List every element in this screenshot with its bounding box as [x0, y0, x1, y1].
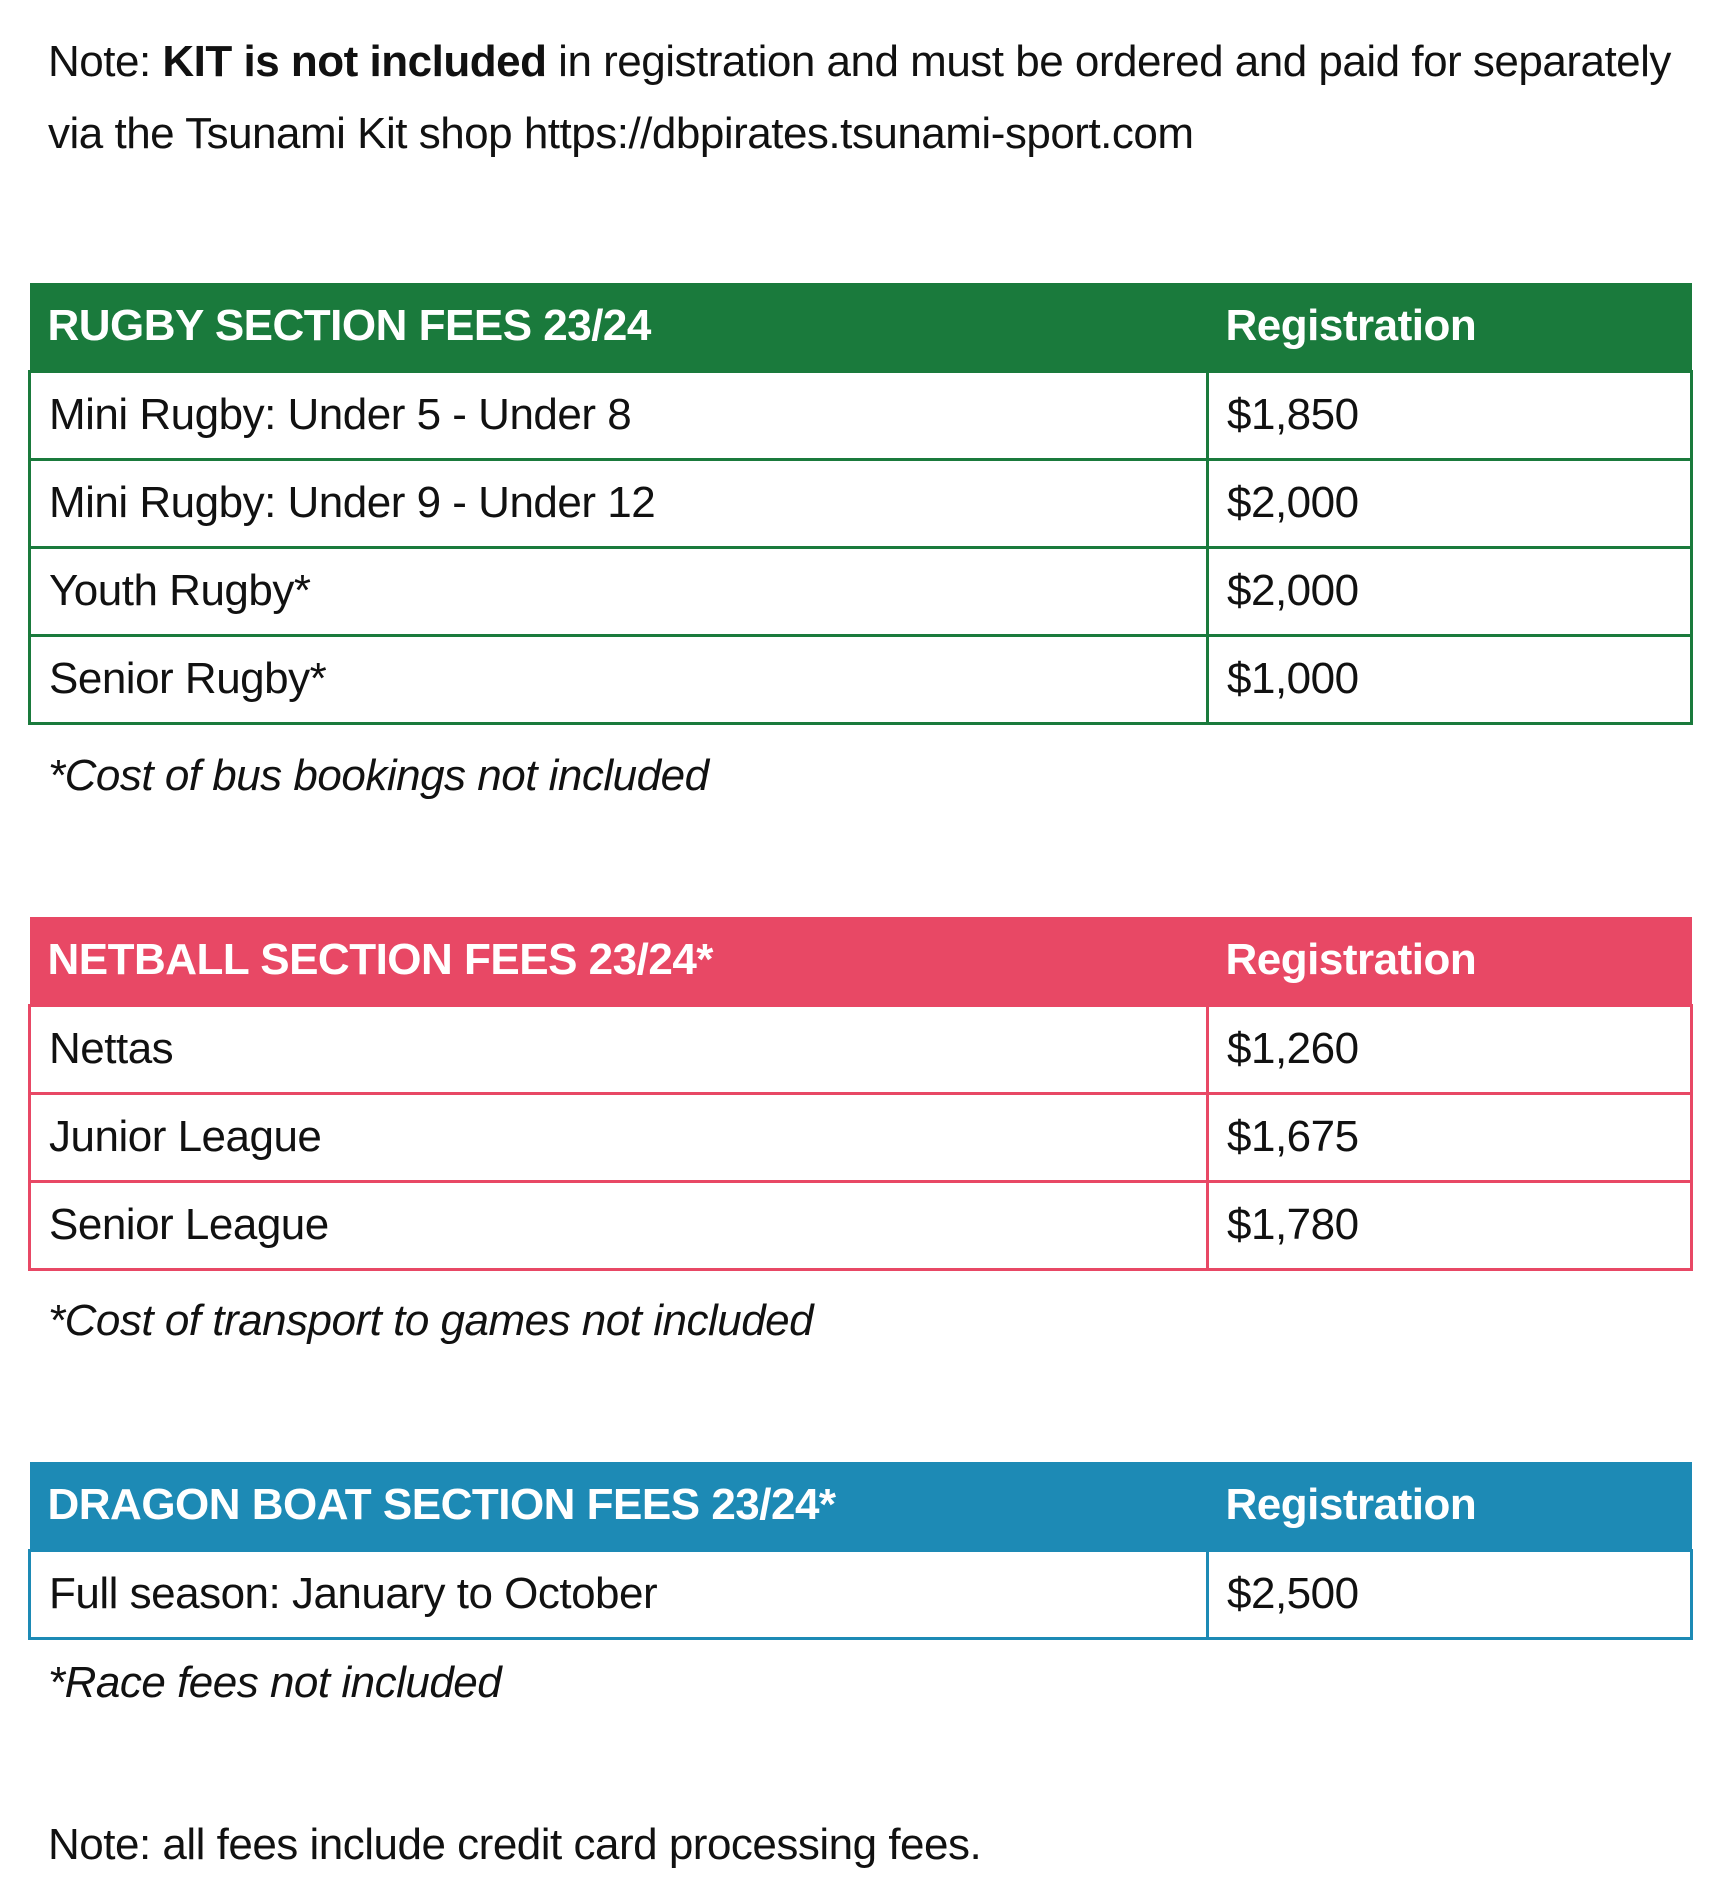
rugby-row-label: Youth Rugby*: [30, 547, 1208, 635]
table-row: [30, 371, 1692, 459]
rugby-row-fee: $2,000: [1208, 459, 1692, 547]
netball-row-fee: $1,260: [1208, 1005, 1692, 1093]
netball-row-label: Nettas: [30, 1005, 1208, 1093]
rugby-row-fee: $1,850: [1208, 371, 1692, 459]
dragon-boat-row-fee: $2,500: [1208, 1550, 1692, 1638]
dragon-boat-footnote: *Race fees not included: [48, 1658, 502, 1707]
netball-row-label: Senior League: [30, 1181, 1208, 1269]
kit-note-text: in registration and must be ordered and paid for separately via the Tsunami Kit shop https://dbpirates.tsunami-sport.com: [48, 37, 1671, 158]
rugby-row-label: Mini Rugby: Under 9 - Under 12: [30, 459, 1208, 547]
table-row: [30, 1181, 1692, 1269]
netball-header-row: [30, 917, 1692, 1005]
dragon-boat-header-row: [30, 1462, 1692, 1550]
rugby-header-row: [30, 283, 1692, 371]
kit-note: [48, 26, 1688, 170]
netball-footnote: *Cost of transport to games not included: [48, 1296, 814, 1345]
table-row: [30, 459, 1692, 547]
table-row: [30, 1093, 1692, 1181]
kit-note-prefix: Note:: [48, 37, 163, 86]
dragon-boat-fees-table: [28, 1462, 1693, 1640]
dragon-boat-registration-header: Registration: [1208, 1462, 1692, 1550]
rugby-row-fee: $1,000: [1208, 635, 1692, 723]
dragon-boat-row-label: Full season: January to October: [30, 1550, 1208, 1638]
netball-registration-header: Registration: [1208, 917, 1692, 1005]
rugby-footnote: *Cost of bus bookings not included: [48, 751, 709, 800]
kit-note-bold: KIT is not included: [162, 37, 547, 86]
netball-row-fee: $1,780: [1208, 1181, 1692, 1269]
netball-row-fee: $1,675: [1208, 1093, 1692, 1181]
table-row: [30, 635, 1692, 723]
rugby-fees-table: [28, 283, 1693, 725]
processing-fees-note: Note: all fees include credit card processing fees.: [48, 1820, 982, 1869]
netball-title: NETBALL SECTION FEES 23/24*: [30, 917, 1208, 1005]
table-row: [30, 547, 1692, 635]
rugby-row-label: Mini Rugby: Under 5 - Under 8: [30, 371, 1208, 459]
rugby-title: RUGBY SECTION FEES 23/24: [30, 283, 1208, 371]
rugby-registration-header: Registration: [1208, 283, 1692, 371]
netball-fees-table: [28, 917, 1693, 1271]
dragon-boat-title: DRAGON BOAT SECTION FEES 23/24*: [30, 1462, 1208, 1550]
table-row: [30, 1005, 1692, 1093]
rugby-row-label: Senior Rugby*: [30, 635, 1208, 723]
netball-row-label: Junior League: [30, 1093, 1208, 1181]
rugby-row-fee: $2,000: [1208, 547, 1692, 635]
table-row: [30, 1550, 1692, 1638]
